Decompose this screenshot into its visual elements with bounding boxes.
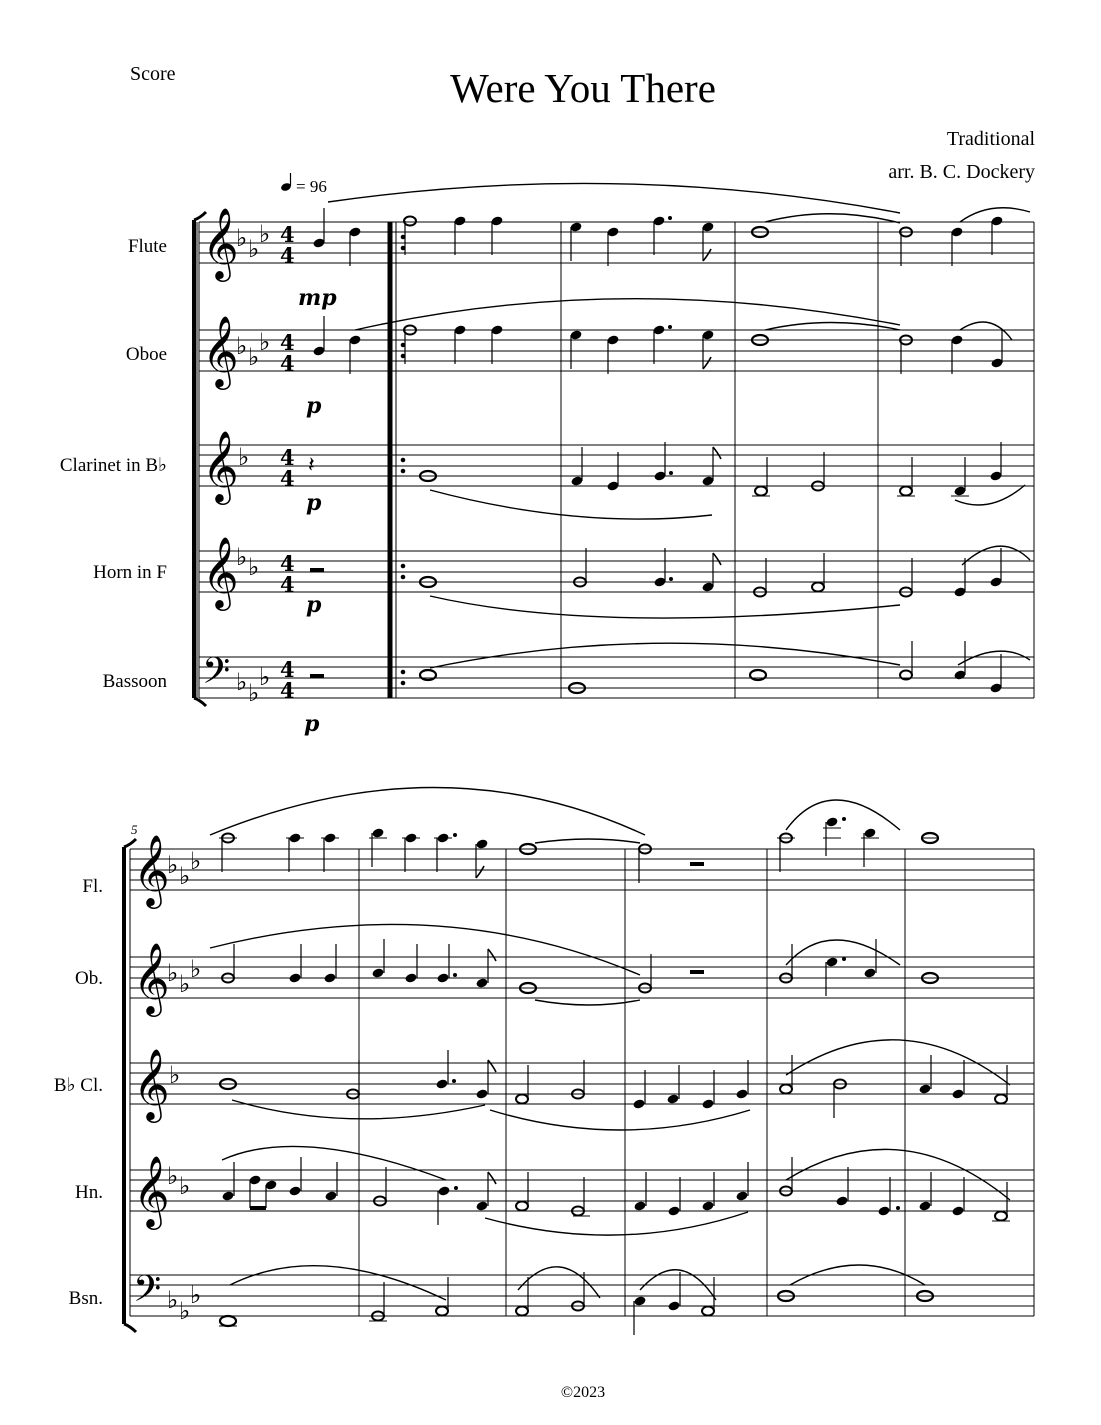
instrument-label: Bsn. — [68, 1288, 103, 1309]
note — [780, 1085, 792, 1094]
half-rest — [690, 862, 704, 866]
staff-bassoon — [103, 641, 1034, 737]
treble-clef: 𝄞 — [202, 206, 239, 279]
flat-sign: ♭ — [167, 959, 179, 987]
slur — [222, 1146, 446, 1180]
note — [835, 1195, 848, 1206]
note — [701, 1098, 714, 1109]
time-sig-numerator: 4 — [280, 222, 295, 247]
measure-number: 5 — [131, 822, 138, 837]
flat-sign: ♭ — [248, 235, 260, 263]
flat-sign: ♭ — [259, 328, 271, 356]
note — [877, 1205, 890, 1216]
flat-sign: ♭ — [169, 1061, 181, 1089]
dynamic-marking: p — [306, 490, 322, 516]
slur — [355, 299, 900, 330]
slur — [210, 788, 645, 836]
bass-clef: 𝄢 — [202, 650, 231, 701]
instrument-label: B♭ Cl. — [53, 1075, 103, 1096]
note — [437, 1185, 450, 1196]
flat-sign: ♭ — [179, 970, 191, 998]
half-rest — [310, 568, 324, 572]
copyright-notice: ©2023 — [560, 1384, 606, 1401]
flat-sign: ♭ — [236, 224, 248, 252]
note — [755, 487, 767, 496]
note — [475, 977, 488, 988]
slur — [786, 1040, 1010, 1085]
flat-sign: ♭ — [236, 332, 248, 360]
half-rest — [690, 970, 704, 974]
note — [323, 972, 336, 983]
slur — [960, 322, 1012, 340]
flat-sign: ♭ — [248, 679, 260, 707]
slur — [490, 1110, 750, 1130]
dynamic-marking: p — [306, 592, 322, 618]
dynamic-marking: p — [304, 711, 320, 737]
instrument-label: Clarinet in B♭ — [59, 455, 167, 476]
arranger-credit: arr. B. C. Dockery — [888, 161, 1035, 183]
instrument-label: Oboe — [125, 344, 167, 365]
note — [516, 1307, 528, 1316]
staff-bassoon — [69, 1265, 1034, 1335]
staff-oboe — [126, 299, 1034, 419]
system-1 — [60, 183, 1034, 737]
note — [288, 1185, 301, 1196]
repeat-dots — [401, 235, 406, 686]
time-sig-numerator: 4 — [280, 551, 295, 576]
instrument-label: Bassoon — [102, 671, 167, 692]
note — [701, 1200, 714, 1211]
slur — [958, 651, 1030, 665]
treble-clef: 𝄞 — [133, 941, 170, 1014]
note — [667, 1205, 680, 1216]
staff-flute — [128, 183, 1034, 311]
note — [220, 1316, 236, 1326]
quarter-rest: 𝄽 — [308, 453, 315, 478]
flat-sign: ♭ — [248, 553, 260, 581]
staff-horn — [93, 535, 1034, 618]
system-2 — [54, 788, 1034, 1336]
tempo-text: = 96 — [296, 177, 327, 196]
half-rest — [310, 674, 324, 678]
page-title: Were You There — [450, 65, 716, 111]
time-sig-denominator: 4 — [280, 243, 295, 268]
note — [918, 1200, 931, 1211]
slur — [786, 940, 900, 965]
flat-sign: ♭ — [236, 543, 248, 571]
dynamic-marking: mp — [298, 285, 337, 311]
staff-clarinet — [60, 429, 1034, 519]
note — [825, 956, 838, 967]
composer-credit: Traditional — [946, 128, 1035, 150]
note — [288, 972, 301, 983]
flat-sign: ♭ — [248, 343, 260, 371]
note — [633, 1200, 646, 1211]
staff-flute — [82, 788, 1034, 910]
note — [995, 1212, 1007, 1221]
slur — [328, 183, 900, 213]
instrument-label: Fl. — [82, 876, 103, 897]
note — [436, 1307, 448, 1316]
staff-horn — [75, 1146, 1034, 1235]
tempo-marking — [280, 173, 327, 196]
flat-sign: ♭ — [179, 1172, 191, 1200]
instrument-label: Hn. — [75, 1182, 103, 1203]
note — [516, 1095, 528, 1104]
flat-sign: ♭ — [259, 220, 271, 248]
flat-sign: ♭ — [190, 955, 202, 983]
treble-clef: 𝄞 — [202, 535, 239, 608]
note — [666, 1093, 679, 1104]
slur — [786, 800, 900, 830]
note — [812, 583, 824, 592]
note — [404, 972, 417, 983]
note — [371, 967, 384, 978]
barlines — [130, 849, 1034, 1316]
note — [371, 827, 384, 838]
instrument-label: Horn in F — [93, 562, 167, 583]
time-sig-numerator: 4 — [280, 445, 295, 470]
time-sig-denominator: 4 — [280, 466, 295, 491]
time-sig-numerator: 4 — [280, 657, 295, 682]
staff-oboe — [75, 924, 1034, 1017]
note — [951, 1205, 964, 1216]
time-sig-denominator: 4 — [280, 351, 295, 376]
staff-clarinet — [54, 1040, 1034, 1130]
flat-sign: ♭ — [167, 1286, 179, 1314]
flat-sign: ♭ — [167, 1162, 179, 1190]
note — [475, 1200, 488, 1211]
flat-sign: ♭ — [179, 862, 191, 890]
note — [951, 1088, 964, 1099]
note — [918, 1083, 931, 1094]
slur — [230, 1266, 446, 1300]
note — [221, 1190, 234, 1201]
treble-clef: 𝄞 — [133, 1154, 170, 1227]
time-sig-denominator: 4 — [280, 678, 295, 703]
time-sig-numerator: 4 — [280, 330, 295, 355]
tie — [535, 839, 640, 843]
treble-clef: 𝄞 — [133, 833, 170, 906]
note — [436, 972, 449, 983]
time-sig-denominator: 4 — [280, 572, 295, 597]
note — [475, 838, 488, 849]
note — [995, 1095, 1007, 1104]
flat-sign: ♭ — [167, 851, 179, 879]
note — [404, 217, 416, 226]
note — [667, 1300, 680, 1311]
note — [633, 1295, 646, 1306]
tie — [535, 1000, 640, 1005]
note — [516, 1202, 528, 1211]
note — [900, 487, 912, 496]
note — [735, 1190, 748, 1201]
note — [863, 827, 876, 838]
note — [324, 1190, 337, 1201]
instrument-label: Flute — [127, 236, 167, 257]
score-label: Score — [130, 63, 176, 85]
note — [475, 1088, 488, 1099]
flat-sign: ♭ — [179, 1297, 191, 1325]
slur — [962, 546, 1030, 565]
flat-sign: ♭ — [190, 847, 202, 875]
slur — [430, 643, 900, 668]
note — [702, 1307, 714, 1316]
bass-clef: 𝄢 — [133, 1268, 162, 1319]
flat-sign: ♭ — [238, 443, 250, 471]
note — [825, 816, 838, 827]
slur — [786, 1149, 1010, 1200]
note — [435, 1078, 448, 1089]
note — [735, 1088, 748, 1099]
note — [863, 967, 876, 978]
instrument-label: Ob. — [75, 968, 103, 989]
slur — [430, 490, 712, 519]
flat-sign: ♭ — [259, 663, 271, 691]
flat-sign: ♭ — [236, 668, 248, 696]
treble-clef: 𝄞 — [202, 314, 239, 387]
note — [632, 1098, 645, 1109]
slur — [430, 596, 900, 618]
dynamic-marking: p — [306, 393, 322, 419]
slur — [485, 1212, 748, 1235]
tie — [765, 323, 900, 331]
treble-clef: 𝄞 — [202, 429, 239, 502]
slur — [518, 1267, 600, 1298]
treble-clef: 𝄞 — [133, 1047, 170, 1120]
flat-sign: ♭ — [190, 1281, 202, 1309]
